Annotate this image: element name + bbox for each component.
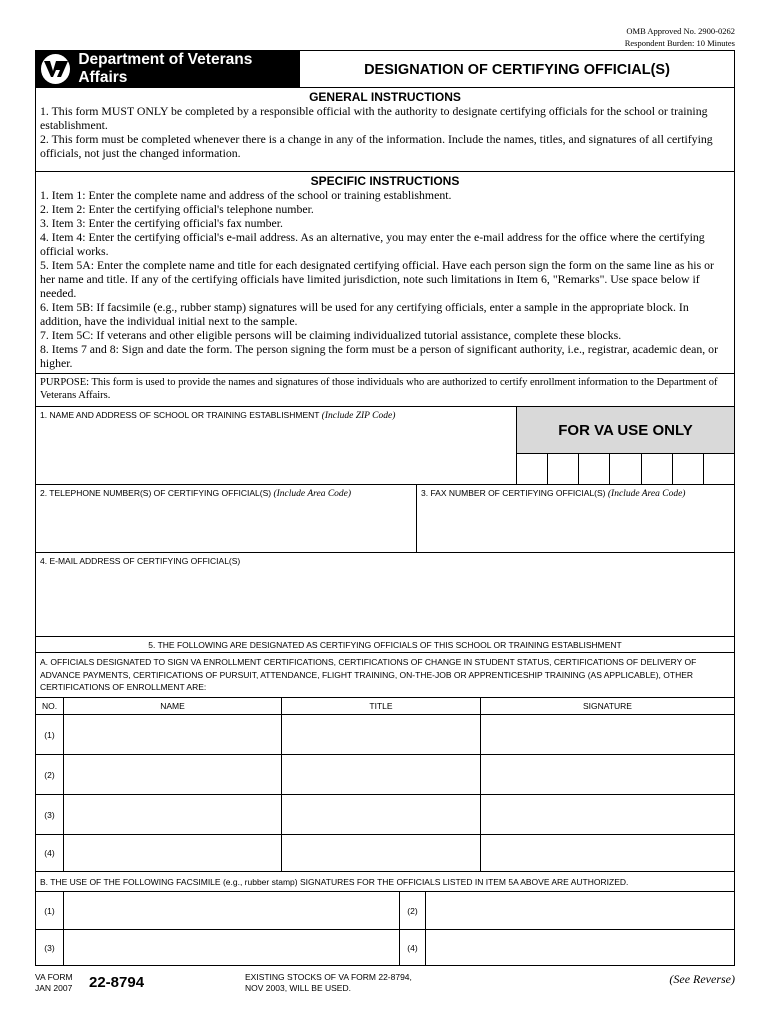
form-number: 22-8794 [89,974,145,991]
table-row [36,795,734,835]
specific-item: 3. Item 3: Enter the certifying official's fax number. [40,216,284,230]
purpose-text: PURPOSE: This form is used to provide the names and signatures of those individuals who are authorized to certify enrollment information to the Department of Veterans Affairs. [40,377,718,401]
form-body [35,50,735,966]
facsimile-signature-field[interactable] [426,930,734,966]
facsimile-number: (4) [400,930,426,966]
va-form-label: VA FORM [35,972,73,982]
purpose-statement [36,374,734,407]
official-signature-field[interactable] [481,715,734,754]
col-no: NO. [36,698,64,714]
item3-label: 3. FAX NUMBER OF CERTIFYING OFFICIAL(S) (Include Area Code) [421,488,686,499]
specific-item: 1. Item 1: Enter the complete name and address of the school or training establishment. [40,188,452,202]
official-title-field[interactable] [282,835,481,871]
omb-number: OMB Approved No. 2900-0262 [626,26,735,36]
va-use-box [673,454,704,484]
officials-table-header [36,698,734,715]
stock-note [245,972,412,994]
official-name-field[interactable] [64,795,282,834]
official-title-field[interactable] [282,715,481,754]
official-name-field[interactable] [64,715,282,754]
item4-email-field[interactable] [36,553,734,637]
official-name-field[interactable] [64,835,282,871]
item1-school-name-address[interactable] [36,407,734,485]
facsimile-signature-field[interactable] [64,892,400,929]
item5a-text: A. OFFICIALS DESIGNATED TO SIGN VA ENROLLMENT CERTIFICATIONS, CERTIFICATIONS OF CHANGE IN STUDENT STATUS, CERTIFICATIONS OF DELIVERY OF ADVANCE PAYMENTS, CERTIFICATIONS OF PURSUIT, ATTENDANCE, FLIGHT TRAINING, ON-THE-JOB OR APPRENTICESHIP TRAINING (AS APPLICABLE), OTHER CERTIFICATIONS OF ENROLLMENT ARE: [40,657,697,692]
specific-item: 6. Item 5B: If facsimile (e.g., rubber stamp) signatures will be used for any certifying officials, enter a sample in the appropriate block. In addition, have the individual initial next to the sample. [40,300,689,328]
facsimile-signature-field[interactable] [64,930,400,966]
col-title: TITLE [282,698,481,714]
va-use-boxes [516,454,734,484]
general-item: 1. This form MUST ONLY be completed by a responsible official with the authority to designate certifying officials for the school or training establishment. [40,104,708,132]
see-reverse-note: (See Reverse) [669,972,735,986]
item2-label: 2. TELEPHONE NUMBER(S) OF CERTIFYING OFFICIAL(S) (Include Area Code) [40,488,352,499]
table-row [36,715,734,755]
item4-label: 4. E-MAIL ADDRESS OF CERTIFYING OFFICIAL(S) [40,556,241,566]
specific-heading: SPECIFIC INSTRUCTIONS [310,174,460,188]
general-item: 2. This form must be completed whenever there is a change in any of the information. Include the names, titles, and signatures of all certifying officials, not just the changed information. [40,132,713,160]
facsimile-row [36,892,734,930]
official-signature-field[interactable] [481,755,734,794]
general-instructions [36,88,734,172]
official-title-field[interactable] [282,755,481,794]
specific-item: 2. Item 2: Enter the certifying official's telephone number. [40,202,314,216]
form-date: JAN 2007 [35,983,73,993]
item5a-description [36,653,734,698]
official-signature-field[interactable] [481,835,734,871]
specific-instructions [36,172,734,374]
item5b-description [36,872,734,892]
table-row [36,755,734,795]
row-number: (1) [36,715,64,754]
official-signature-field[interactable] [481,795,734,834]
specific-item: 4. Item 4: Enter the certifying official's e-mail address. As an alternative, you may enter the e-mail address for the office where the certifying official works. [40,230,705,258]
va-seal-icon [41,54,70,84]
row-number: (3) [36,795,64,834]
item2-telephone-field[interactable] [36,485,417,552]
form-title: DESIGNATION OF CERTIFYING OFFICIAL(S) [364,61,670,78]
specific-item: 7. Item 5C: If veterans and other eligible persons will be claiming individualized tutorial assistance, complete these blocks. [40,328,622,342]
va-logo [36,51,300,87]
stock-note-line: NOV 2003, WILL BE USED. [245,983,351,993]
va-use-box [548,454,579,484]
va-use-box [704,454,734,484]
official-title-field[interactable] [282,795,481,834]
respondent-burden: Respondent Burden: 10 Minutes [624,38,735,48]
facsimile-number: (2) [400,892,426,929]
va-use-box [642,454,673,484]
agency-name: Department of Veterans Affairs [78,51,253,86]
form-footer [35,968,735,1008]
item5-heading-row [36,637,734,653]
va-use-box [517,454,548,484]
items-2-3 [36,485,734,553]
form-id [35,972,73,994]
official-name-field[interactable] [64,755,282,794]
form-header [36,51,734,88]
va-use-box [610,454,641,484]
facsimile-signature-field[interactable] [426,892,734,929]
facsimile-number: (1) [36,892,64,929]
va-use-box [579,454,610,484]
general-heading: GENERAL INSTRUCTIONS [309,90,461,104]
va-use-only-heading: FOR VA USE ONLY [516,407,734,454]
row-number: (4) [36,835,64,871]
specific-item: 8. Items 7 and 8: Sign and date the form. The person signing the form must be a person of significant authority, i.e., registrar, academic dean, or higher. [40,342,718,370]
item5b-text: B. THE USE OF THE FOLLOWING FACSIMILE (e.g., rubber stamp) SIGNATURES FOR THE OFFICIALS LISTED IN ITEM 5A ABOVE ARE AUTHORIZED. [40,877,629,887]
stock-note-line: EXISTING STOCKS OF VA FORM 22-8794, [245,972,412,982]
col-signature: SIGNATURE [583,701,632,711]
specific-item: 5. Item 5A: Enter the complete name and title for each designated certifying official. Have each person sign the form on the same line as his or her name and title. If any of the certifying officials have limited jurisdiction, note such limitations in Item 6, "Remarks". Use space below if needed. [40,258,714,300]
item5-heading: 5. THE FOLLOWING ARE DESIGNATED AS CERTIFYING OFFICIALS OF THIS SCHOOL OR TRAINING ESTABLISHMENT [148,640,622,650]
facsimile-row [36,930,734,966]
table-row [36,835,734,872]
item1-label: 1. NAME AND ADDRESS OF SCHOOL OR TRAINING ESTABLISHMENT (Include ZIP Code) [40,410,396,421]
item3-fax-field[interactable] [417,485,734,552]
facsimile-number: (3) [36,930,64,966]
omb-info [625,25,735,49]
row-number: (2) [36,755,64,794]
col-name: NAME [64,698,282,714]
